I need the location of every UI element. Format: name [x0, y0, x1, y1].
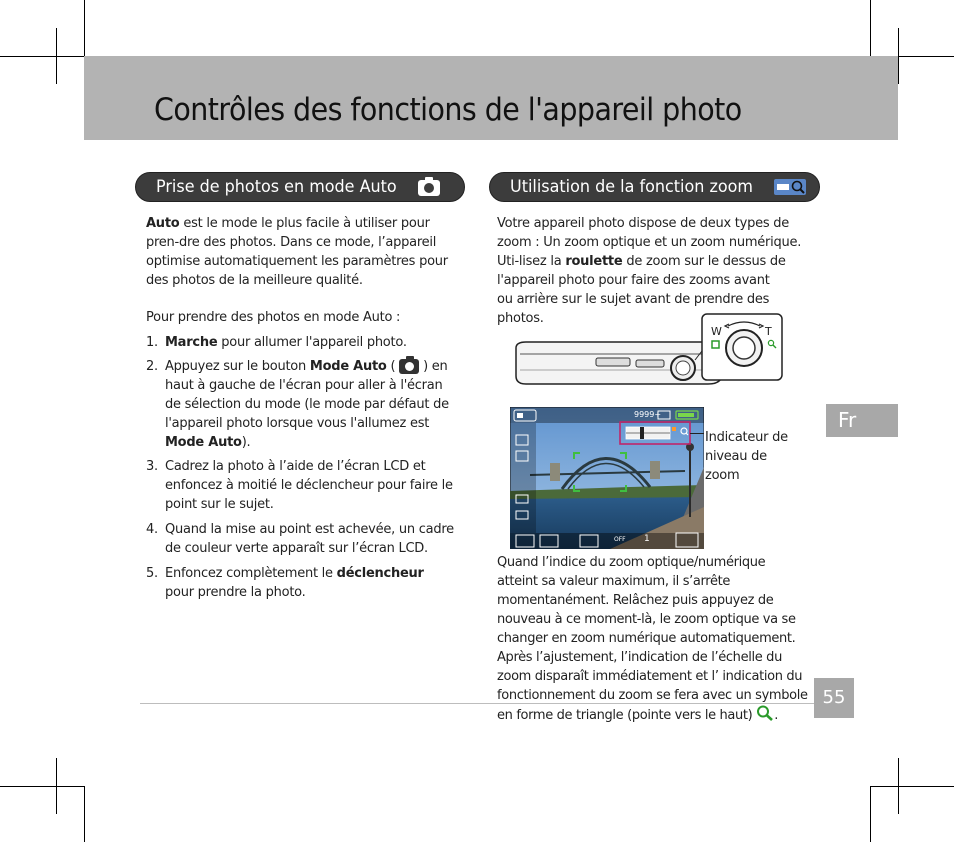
auto-intro — [146, 214, 458, 290]
step-number: 5. — [146, 566, 158, 581]
intro-bold: Auto — [146, 216, 180, 231]
step-bold: Marche — [165, 335, 218, 350]
crop-mark — [870, 0, 871, 56]
crop-mark — [84, 0, 85, 56]
zoom-intro — [497, 214, 815, 328]
steps-list — [146, 333, 458, 623]
camera-icon — [399, 359, 419, 374]
crop-mark — [0, 786, 84, 787]
section-header-zoom — [489, 172, 820, 202]
dial-w-label: W — [711, 325, 722, 338]
section-title-zoom: Utilisation de la fonction zoom — [510, 177, 753, 197]
lcd-screen-illustration — [510, 407, 704, 549]
section-header-auto — [135, 172, 465, 202]
lcd-bottom-value: 1 — [644, 534, 650, 544]
crop-mark — [84, 786, 85, 842]
crop-mark — [870, 786, 926, 787]
step-bold: déclencheur — [336, 566, 424, 581]
zoom-body-end: . — [774, 708, 778, 723]
step-bold: Mode Auto — [309, 359, 387, 374]
language-tab: Fr — [826, 404, 898, 437]
crop-mark — [870, 786, 871, 842]
step-number: 3. — [146, 459, 158, 474]
crop-mark — [28, 56, 84, 57]
section-title-auto: Prise de photos en mode Auto — [156, 177, 397, 197]
zoom-indicator-icon — [773, 176, 807, 198]
lcd-off-label: OFF — [614, 536, 626, 543]
intro-text: est le mode le plus facile à utiliser pour pren-dre des photos. Dans ce mode, l’appareil optimise automatiquement les paramètres pour des photos de la meilleure qualité. — [146, 216, 448, 288]
step-text — [165, 564, 455, 602]
step-text-part: pour allumer l'appareil photo. — [217, 335, 407, 350]
step-text-part: ). — [241, 435, 251, 450]
step-text: Quand la mise au point est achevée, un cadre de couleur verte apparaît sur l’écran LCD. — [165, 522, 454, 556]
zoom-level-callout: Indicateur de niveau de zoom — [705, 430, 788, 483]
page-number: 55 — [814, 678, 854, 718]
step-text — [165, 333, 455, 352]
zoom-intro-bold: roulette — [565, 254, 623, 269]
callout-leader-line — [690, 433, 704, 434]
step-text — [165, 357, 455, 452]
step-bold: Mode Auto — [165, 435, 242, 450]
zoom-body-part: Quand l’indice du zoom optique/numérique atteint sa valeur maximum, il s’arrête momentanément. Relâchez puis appuyez de nouveau à ce moment-là, le zoom optique va se changer en zoom numérique automatiquement. Après l’ajustement, l’indication de l’échelle du zoom disparaît immédiatement et l’ indication du fonctionnement du zoom se fera avec un symbole en forme de triangle (pointe vers le haut) — [497, 555, 808, 723]
step-text: Cadrez la photo à l’aide de l’écran LCD et enfoncez à moitié le déclencheur pour faire le point sur le sujet. — [165, 459, 453, 512]
step-text-part: Enfoncez complètement le — [165, 566, 337, 581]
zoom-intro-text: Votre appareil photo dispose de deux types de zoom : Un zoom optique et un zoom numérique. Uti-lisez la — [497, 216, 802, 269]
lcd-shot-count: 9999+ — [634, 410, 662, 419]
zoom-body-text — [497, 553, 809, 725]
zoom-intro-text: ou arrière sur le sujet avant de prendre des photos. — [497, 292, 770, 326]
step-number: 1. — [146, 335, 158, 350]
step-text-part: Appuyez sur le bouton — [165, 359, 310, 374]
title-bar — [84, 56, 898, 140]
page-title: Contrôles des fonctions de l'appareil photo — [154, 92, 742, 128]
zoom-intro-text: de zoom sur le dessus de l'appareil photo pour faire des zooms avant — [497, 254, 786, 288]
dial-t-label: T — [765, 325, 772, 338]
step-number: 2. — [146, 359, 158, 374]
howto-label: Pour prendre des photos en mode Auto : — [146, 310, 401, 325]
step-text-part: pour prendre la photo. — [165, 585, 306, 600]
camera-icon — [418, 180, 440, 196]
footer-rule — [140, 703, 814, 704]
step-text-part: ) en haut à gauche de l'écran pour aller à l'écran de sélection du mode (le mode par défaut de l'appareil photo lorsque vous l'allumez est — [165, 359, 449, 431]
camera-top-illustration — [512, 312, 786, 394]
zoom-in-icon — [756, 705, 774, 721]
step-text-part: ( — [386, 359, 400, 374]
step-number: 4. — [146, 522, 158, 537]
